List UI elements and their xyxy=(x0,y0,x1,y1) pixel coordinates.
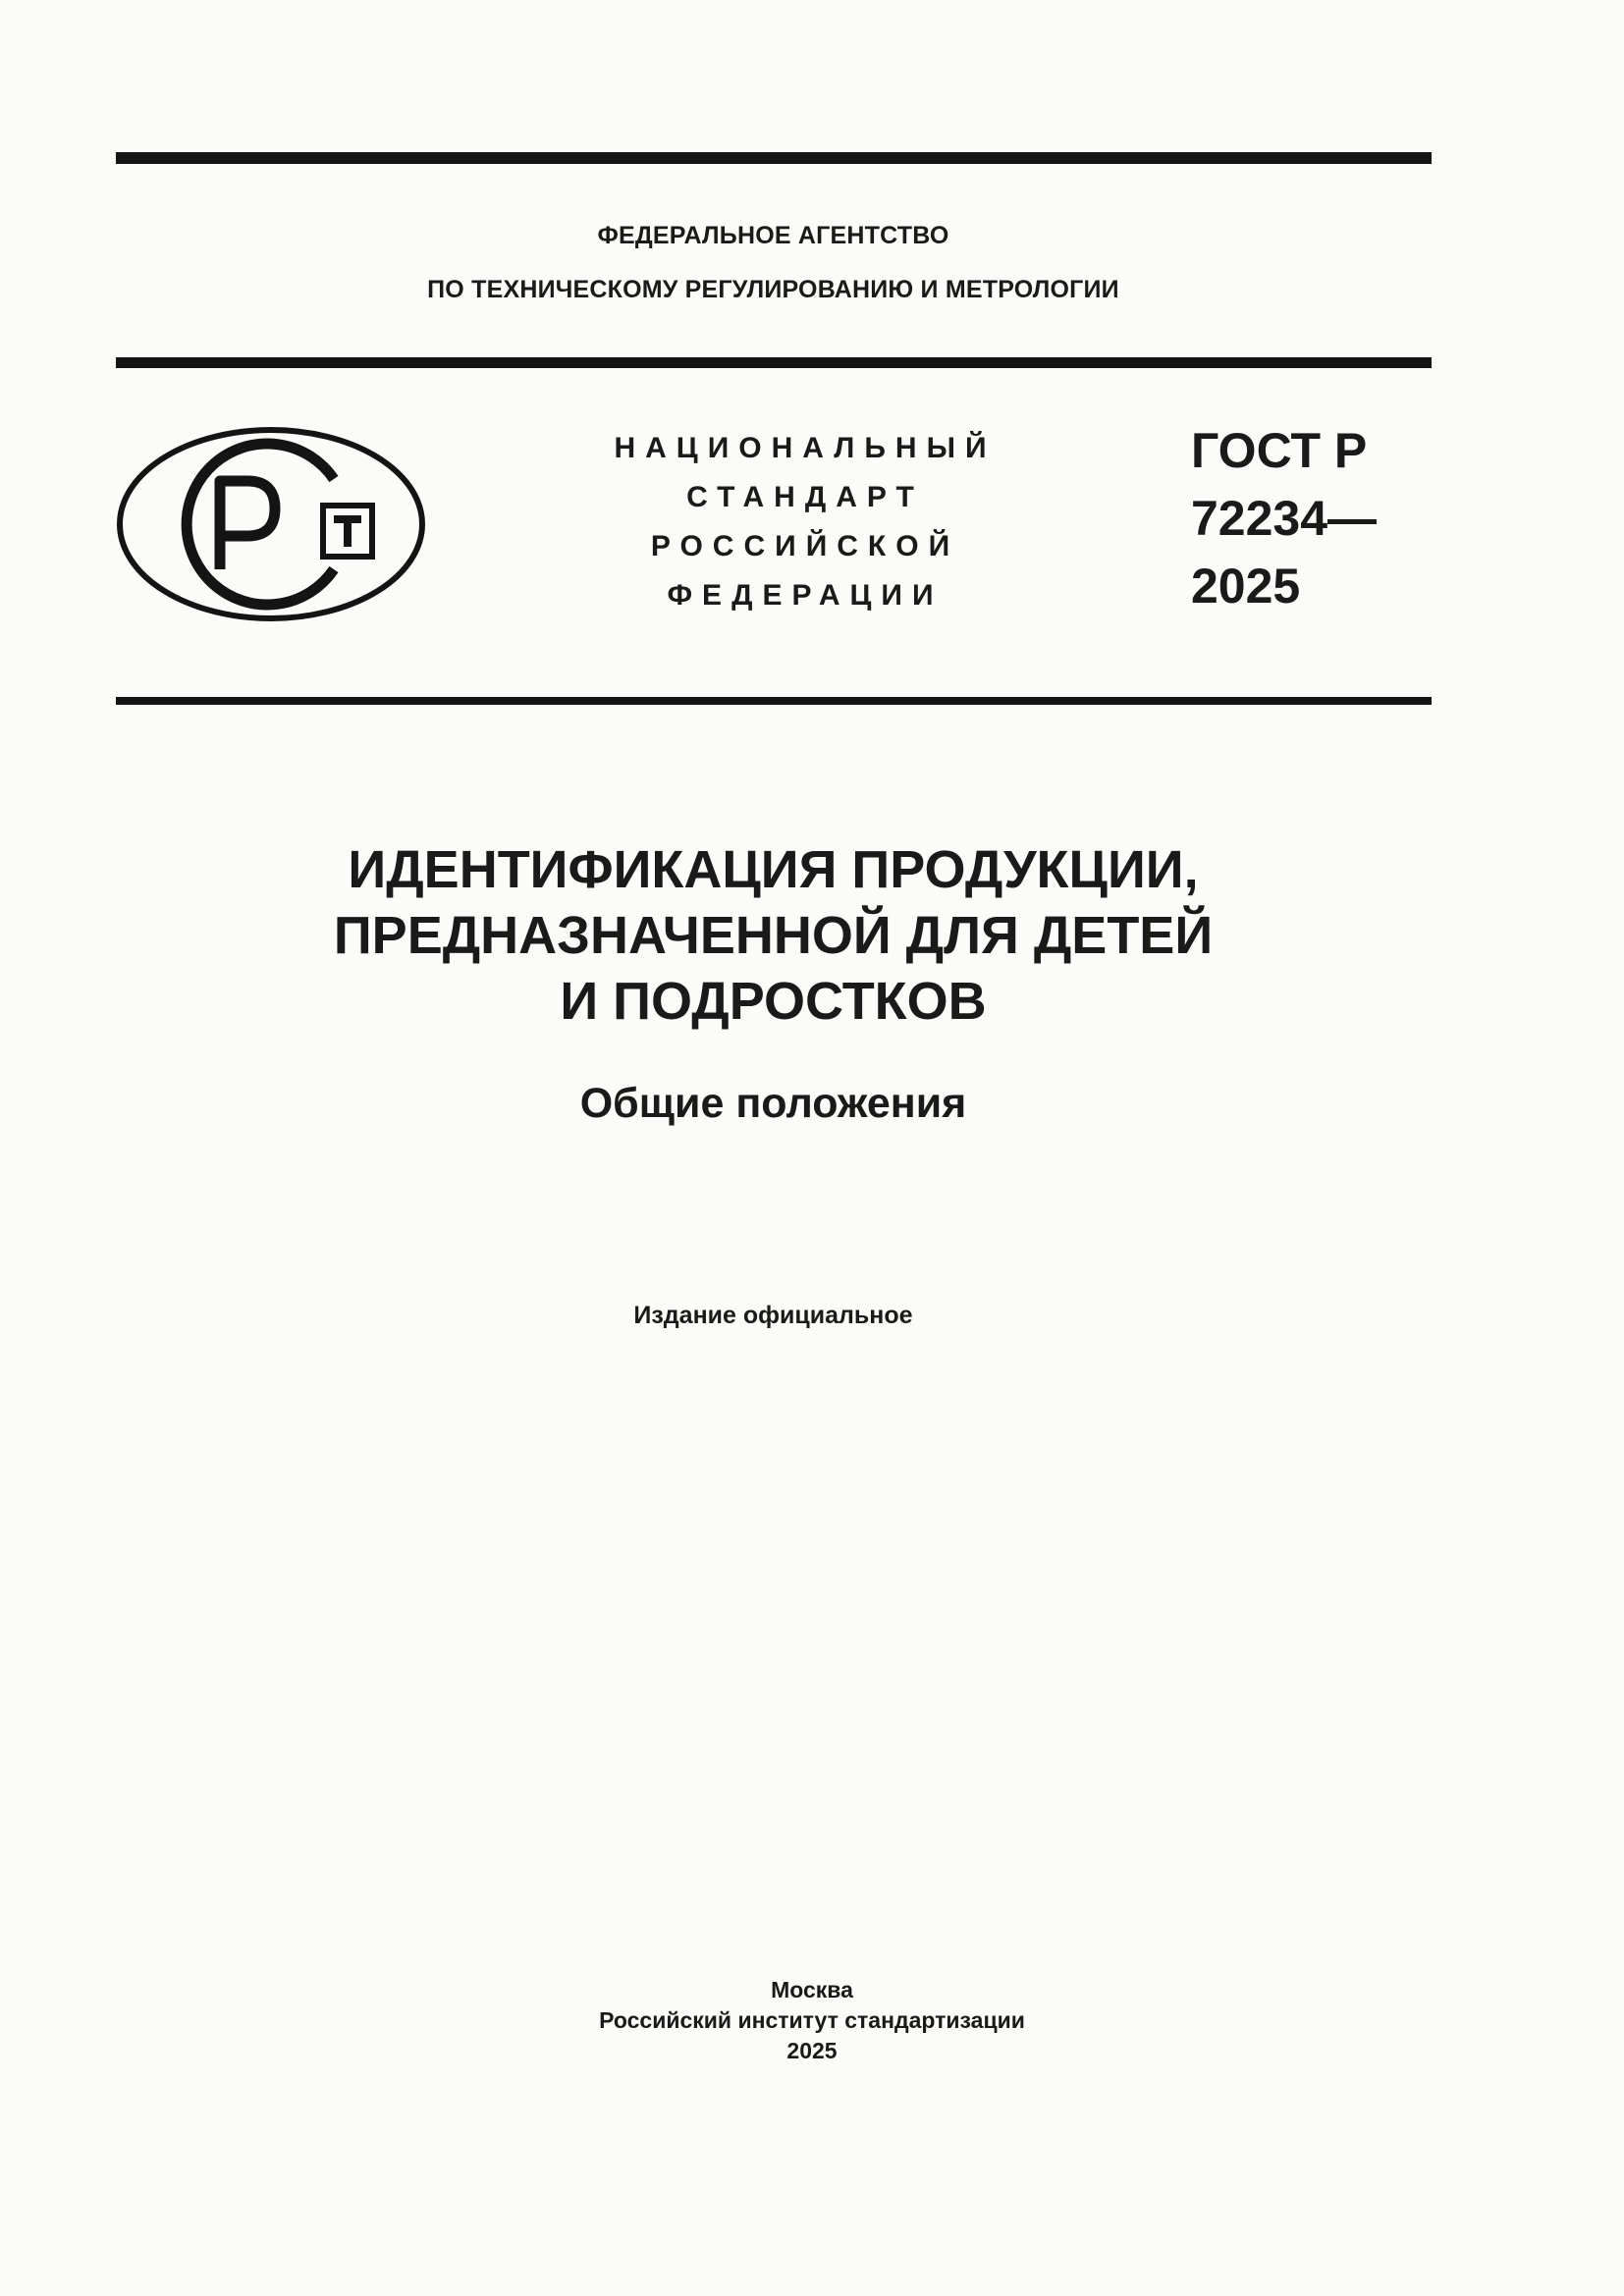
national-standard-line: СТАНДАРТ xyxy=(686,481,924,513)
title-rule xyxy=(116,697,1432,705)
designation-line-2: 72234— xyxy=(1191,491,1378,546)
rst-logo xyxy=(116,426,426,622)
edition-note: Издание официальное xyxy=(633,1302,913,1329)
standard-designation xyxy=(1191,417,1377,620)
national-standard-label xyxy=(550,424,1060,620)
designation-line-3: 2025 xyxy=(1191,559,1301,614)
document-title xyxy=(0,837,1546,1035)
title-line: ПРЕДНАЗНАЧЕННОЙ ДЛЯ ДЕТЕЙ xyxy=(333,906,1214,965)
top-rule xyxy=(116,152,1432,164)
title-line: И ПОДРОСТКОВ xyxy=(560,972,987,1031)
designation-line-1: ГОСТ Р xyxy=(1191,423,1368,478)
rst-certification-mark-icon xyxy=(116,426,426,622)
header-rule xyxy=(116,357,1432,368)
imprint-publisher: Российский институт стандартизации xyxy=(599,2007,1025,2033)
imprint-year: 2025 xyxy=(786,2038,838,2063)
agency-name-line-2: ПО ТЕХНИЧЕСКОМУ РЕГУЛИРОВАНИЮ И МЕТРОЛОГИИ xyxy=(427,276,1119,303)
title-line: ИДЕНТИФИКАЦИЯ ПРОДУКЦИИ, xyxy=(348,840,1199,899)
imprint xyxy=(0,1975,1624,2066)
national-standard-line: НАЦИОНАЛЬНЫЙ xyxy=(614,432,997,464)
national-standard-line: РОССИЙСКОЙ xyxy=(650,530,960,562)
imprint-city: Москва xyxy=(771,1977,853,2002)
document-subtitle: Общие положения xyxy=(579,1080,967,1127)
national-standard-line: ФЕДЕРАЦИИ xyxy=(667,579,944,612)
agency-name-line-1: ФЕДЕРАЛЬНОЕ АГЕНТСТВО xyxy=(597,222,949,249)
